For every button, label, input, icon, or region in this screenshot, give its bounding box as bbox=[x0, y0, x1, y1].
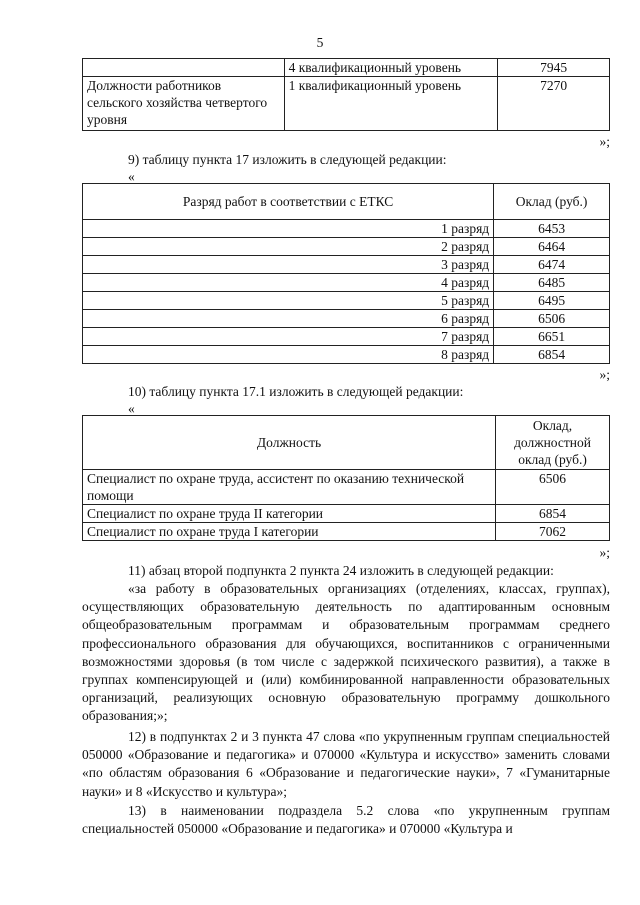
qualification-table bbox=[82, 58, 610, 131]
table-row bbox=[83, 328, 610, 346]
closing-quote: »; bbox=[599, 367, 610, 382]
table-row bbox=[83, 470, 610, 505]
table-header-row bbox=[83, 416, 610, 470]
salary-cell: 6854 bbox=[496, 505, 610, 523]
level-cell: 1 квалификационный уровень bbox=[284, 77, 498, 131]
table-row bbox=[83, 346, 610, 364]
grade-cell: 1 разряд bbox=[83, 220, 494, 238]
item-12-paragraph: 12) в подпунктах 2 и 3 пункта 47 слова «по укрупненным группам специальностей 050000 «Образование и педагогика» и 070000 «Культура и искусство» заменить словами «по областям образования 6 «Образование и педагогические науки», 7 «Гуманитарные науки» и 8 «Искусство и культура»; bbox=[82, 729, 610, 799]
salary-header: Оклад (руб.) bbox=[494, 184, 610, 220]
closing-quote: »; bbox=[599, 545, 610, 560]
position-cell: Должности работников сельского хозяйства четвертого уровня bbox=[83, 77, 285, 131]
table-row bbox=[83, 77, 610, 131]
salary-cell: 7945 bbox=[498, 59, 610, 77]
table-row bbox=[83, 310, 610, 328]
closing-quote: »; bbox=[599, 134, 610, 149]
grade-cell: 5 разряд bbox=[83, 292, 494, 310]
grade-cell: 7 разряд bbox=[83, 328, 494, 346]
opening-quote: « bbox=[128, 401, 135, 416]
table-row bbox=[83, 238, 610, 256]
table-row bbox=[83, 256, 610, 274]
grade-cell: 2 разряд bbox=[83, 238, 494, 256]
table-row bbox=[83, 220, 610, 238]
grade-cell: 6 разряд bbox=[83, 310, 494, 328]
salary-cell: 6485 bbox=[494, 274, 610, 292]
salary-cell: 6506 bbox=[496, 470, 610, 505]
salary-cell: 7270 bbox=[498, 77, 610, 131]
table-row bbox=[83, 523, 610, 541]
grade-salary-table bbox=[82, 183, 610, 364]
salary-cell: 6464 bbox=[494, 238, 610, 256]
grade-cell: 4 разряд bbox=[83, 274, 494, 292]
item-11-intro: 11) абзац второй подпункта 2 пункта 24 изложить в следующей редакции: bbox=[128, 563, 554, 578]
salary-header: Оклад, должностной оклад (руб.) bbox=[496, 416, 610, 470]
salary-cell: 6474 bbox=[494, 256, 610, 274]
grade-cell: 3 разряд bbox=[83, 256, 494, 274]
salary-cell: 6506 bbox=[494, 310, 610, 328]
salary-cell: 6495 bbox=[494, 292, 610, 310]
position-cell: Специалист по охране труда II категории bbox=[83, 505, 496, 523]
item-11-paragraph: «за работу в образовательных организациях (отделениях, классах, группах), осуществляющих образовательную деятельность по адаптированным основным общеобразовательным программам и образовательным программам среднего профессионального образования для обучающихся, воспитанников с ограниченными возможностями здоровья (в том числе с задержкой психического развития), а также в группах компенсирующей и (или) комбинированной направленности образовательных организаций, реализующих основную образовательную программу дошкольного образования;»; bbox=[82, 581, 610, 724]
item-10-text: 10) таблицу пункта 17.1 изложить в следующей редакции: bbox=[128, 384, 464, 399]
table-row bbox=[83, 59, 610, 77]
item-13-paragraph: 13) в наименовании подраздела 5.2 слова «по укрупненным группам специальностей 050000 «Образование и педагогика» и 070000 «Культура и bbox=[82, 803, 610, 837]
table-row bbox=[83, 292, 610, 310]
salary-cell: 7062 bbox=[496, 523, 610, 541]
table-row bbox=[83, 274, 610, 292]
page-number: 5 bbox=[316, 35, 324, 50]
item-9-text: 9) таблицу пункта 17 изложить в следующей редакции: bbox=[128, 152, 447, 167]
salary-cell: 6854 bbox=[494, 346, 610, 364]
grade-header: Разряд работ в соответствии с ЕТКС bbox=[83, 184, 494, 220]
table-header-row bbox=[83, 184, 610, 220]
level-cell: 4 квалификационный уровень bbox=[284, 59, 498, 77]
salary-cell: 6651 bbox=[494, 328, 610, 346]
grade-cell: 8 разряд bbox=[83, 346, 494, 364]
opening-quote: « bbox=[128, 169, 135, 184]
position-header: Должность bbox=[83, 416, 496, 470]
position-cell: Специалист по охране труда, ассистент по оказанию технической помощи bbox=[83, 470, 496, 505]
position-cell bbox=[83, 59, 285, 77]
table-row bbox=[83, 505, 610, 523]
position-cell: Специалист по охране труда I категории bbox=[83, 523, 496, 541]
position-salary-table bbox=[82, 415, 610, 541]
salary-cell: 6453 bbox=[494, 220, 610, 238]
